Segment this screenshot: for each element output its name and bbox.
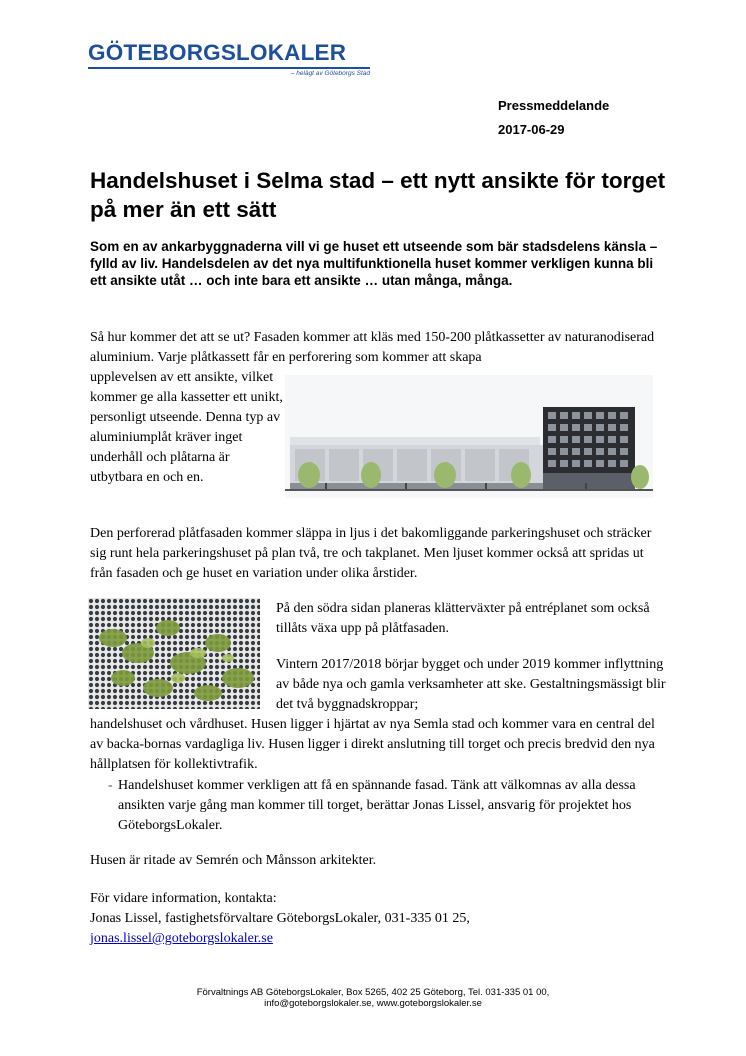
document-date: 2017-06-29	[498, 122, 565, 137]
quote-text: Handelshuset kommer verkligen att få en spännande fasad. Tänk att välkomnas av alla dessa ansikten varje gång man kommer till torget, berättar Jonas Lissel, ansvarig för projektet hos GöteborgsLokaler.	[118, 778, 636, 833]
bullet-dash: -	[108, 778, 113, 793]
architect-credit: Husen är ritade av Semrén och Månsson arkitekter.	[90, 853, 377, 868]
quote-bullet	[108, 776, 678, 836]
company-logo	[88, 40, 370, 82]
contact-intro: För vidare information, kontakta:	[90, 891, 277, 906]
ingress: Som en av ankarbyggnaderna vill vi ge huset ett utseende som bär stadsdelens känsla – fylld av liv. Handelsdelen av det nya multifunktionella huset kommer verkligen kunna bli ett ansikte utåt … och inte bara ett ansikte … utan många, många.	[90, 239, 658, 288]
body-paragraph-3: På den södra sidan planeras klätterväxter på entréplanet som också tillåts växa upp på plåtfasaden.	[276, 601, 650, 636]
footer-address: Förvaltnings AB GöteborgsLokaler, Box 5265, 402 25 Göteborg, Tel. 031-335 01 00,	[196, 987, 550, 998]
footer	[0, 987, 746, 1009]
headline: Handelshuset i Selma stad – ett nytt ansikte för torget på mer än ett sätt	[90, 168, 666, 222]
body-paragraph-1: Så hur kommer det att se ut? Fasaden kommer att kläs med 150-200 plåtkassetter av naturanodiserad aluminium. Varje plåtkassett får en perforering som kommer att skapa	[90, 330, 655, 365]
contact-person: Jonas Lissel, fastighetsförvaltare GöteborgsLokaler, 031-335 01 25,	[90, 911, 470, 926]
logo-tagline: – helägt av Göteborgs Stad	[290, 70, 370, 77]
building-render-image	[285, 375, 653, 498]
ivy-facade-photo	[88, 598, 260, 709]
document-type: Pressmeddelande	[498, 98, 610, 113]
body-paragraph-4: Vintern 2017/2018 börjar bygget och under 2019 kommer inflyttning av både nya och gamla verksamheter att ske. Gestaltningsmässigt blir det två byggnadskroppar;	[276, 657, 666, 712]
footer-web: info@goteborgslokaler.se, www.goteborgslokaler.se	[264, 998, 482, 1009]
logo-wordmark: GÖTEBORGSLOKALER	[88, 40, 347, 65]
contact-email-link[interactable]: jonas.lissel@goteborgslokaler.se	[90, 931, 273, 946]
body-paragraph-1-cont: upplevelsen av ett ansikte, vilket kommer ge alla kassetter ett unikt, personligt utseende. Denna typ av aluminiumplåt kräver inget underhåll och plåtarna är utbytbara en och en.	[90, 370, 283, 485]
logo-underline	[88, 67, 370, 69]
body-paragraph-4-cont: handelshuset och vårdhuset. Husen ligger i hjärtat av nya Semla stad och kommer vara en central del av backa-bornas vardagliga liv. Husen ligger i direkt anslutning till torget och precis bredvid den nya hållplatsen för kollektivtrafik.	[90, 717, 655, 772]
contact-block	[90, 889, 650, 949]
body-paragraph-2: Den perforerad plåtfasaden kommer släppa in ljus i det bakomliggande parkeringshuset och sträcker sig runt hela parkeringshuset på plan två, tre och takplanet. Men ljuset kommer också att spridas ut från fasaden och ge huset en variation under olika årstider.	[90, 526, 652, 581]
